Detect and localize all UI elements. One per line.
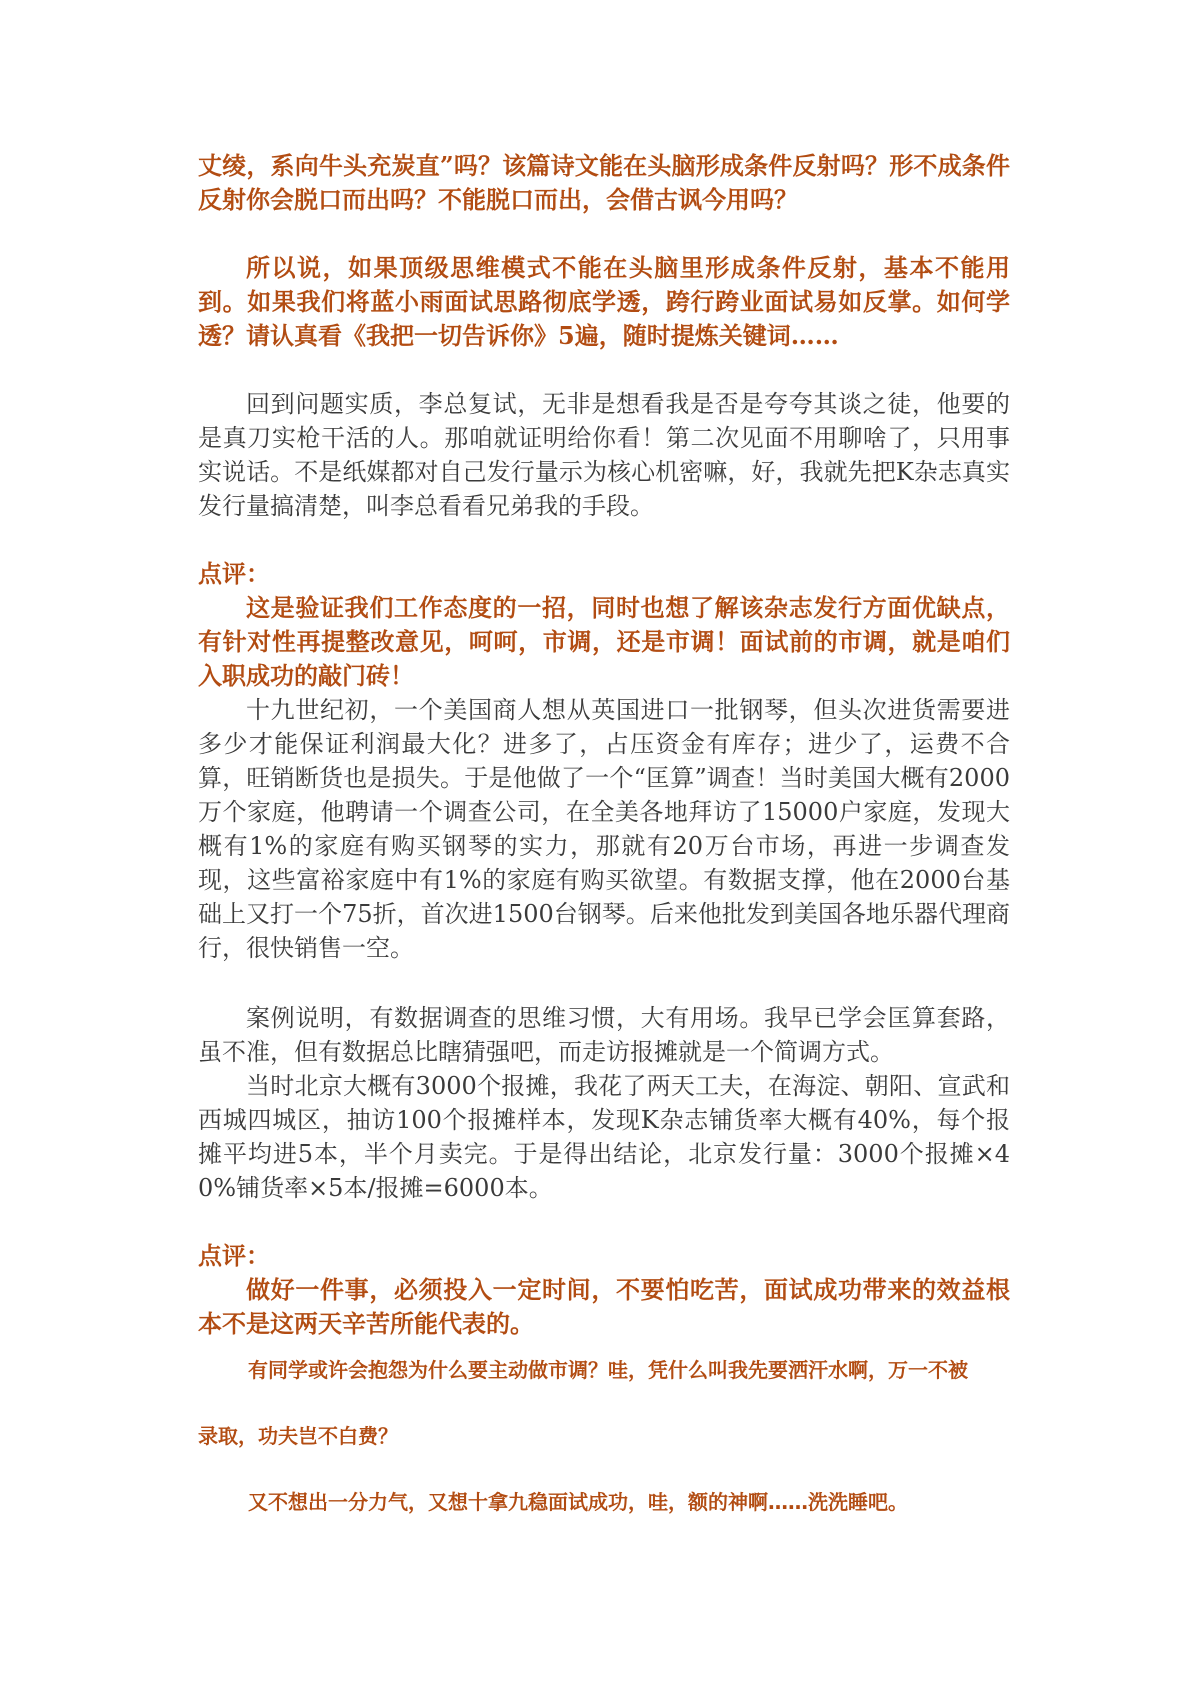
paragraph-complaint-line2: 录取，功夫岂不白费？ (198, 1424, 398, 1448)
comment-hard-work: 做好一件事，必须投入一定时间，不要怕吃苦，面试成功带来的效益根本不是这两天辛苦所能代表的。 (198, 1275, 1010, 1338)
paragraph-conditioned-reflex: 所以说，如果顶级思维模式不能在头脑里形成条件反射，基本不能用到。如果我们将蓝小雨面试思路彻底学透，跨行跨业面试易如反掌。如何学透？请认真看《我把一切告诉你》5遍，随时提炼关键词…… (198, 253, 1010, 350)
paragraph-beijing-estimate: 当时北京大概有3000个报摊，我花了两天工夫，在海淀、朝阳、宣武和西城四城区，抽访100个报摊样本，发现K杂志铺货率大概有40%，每个报摊平均进5本，半个月卖完。于是得出结论，北京发行量：3000个报摊×40%铺货率×5本/报摊=6000本。 (198, 1072, 1010, 1202)
paragraph-poem-question: 丈绫，系向牛头充炭直”吗？该篇诗文能在头脑形成条件反射吗？形不成条件反射你会脱口而出吗？不能脱口而出，会借古讽今用吗？ (198, 151, 1010, 214)
paragraph-closing: 又不想出一分力气，又想十拿九稳面试成功，哇，额的神啊……洗洗睡吧。 (248, 1490, 908, 1514)
comment-label: 点评： (198, 559, 270, 588)
comment-label: 点评： (198, 1241, 270, 1270)
paragraph-complaint-line1: 有同学或许会抱怨为什么要主动做市调？哇，凭什么叫我先要洒汗水啊，万一不被 (248, 1358, 968, 1382)
paragraph-piano-case: 十九世纪初，一个美国商人想从英国进口一批钢琴，但头次进货需要进多少才能保证利润最大化？进多了，占压资金有库存；进少了，运费不合算，旺销断货也是损失。于是他做了一个“匡算”调查！当时美国大概有2000万个家庭，他聘请一个调查公司，在全美各地拜访了15000户家庭，发现大概有1%的家庭有购买钢琴的实力，那就有20万台市场，再进一步调查发现，这些富裕家庭中有1%的家庭有购买欲望。有数据支撑，他在2000台基础上又打一个75折，首次进1500台钢琴。后来他批发到美国各地乐器代理商行，很快销售一空。 (198, 696, 1010, 962)
comment-market-research: 这是验证我们工作态度的一招，同时也想了解该杂志发行方面优缺点，有针对性再提整改意见，呵呵，市调，还是市调！面试前的市调，就是咱们入职成功的敲门砖！ (198, 593, 1010, 690)
paragraph-case-explanation: 案例说明，有数据调查的思维习惯，大有用场。我早已学会匡算套路，虽不准，但有数据总比瞎猜强吧，而走访报摊就是一个简调方式。 (198, 1004, 1010, 1066)
paragraph-second-interview: 回到问题实质，李总复试，无非是想看我是否是夸夸其谈之徒，他要的是真刀实枪干活的人。那咱就证明给你看！第二次见面不用聊啥了，只用事实说话。不是纸媒都对自己发行量示为核心机密嘛，好，我就先把K杂志真实发行量搞清楚，叫李总看看兄弟我的手段。 (198, 390, 1010, 520)
